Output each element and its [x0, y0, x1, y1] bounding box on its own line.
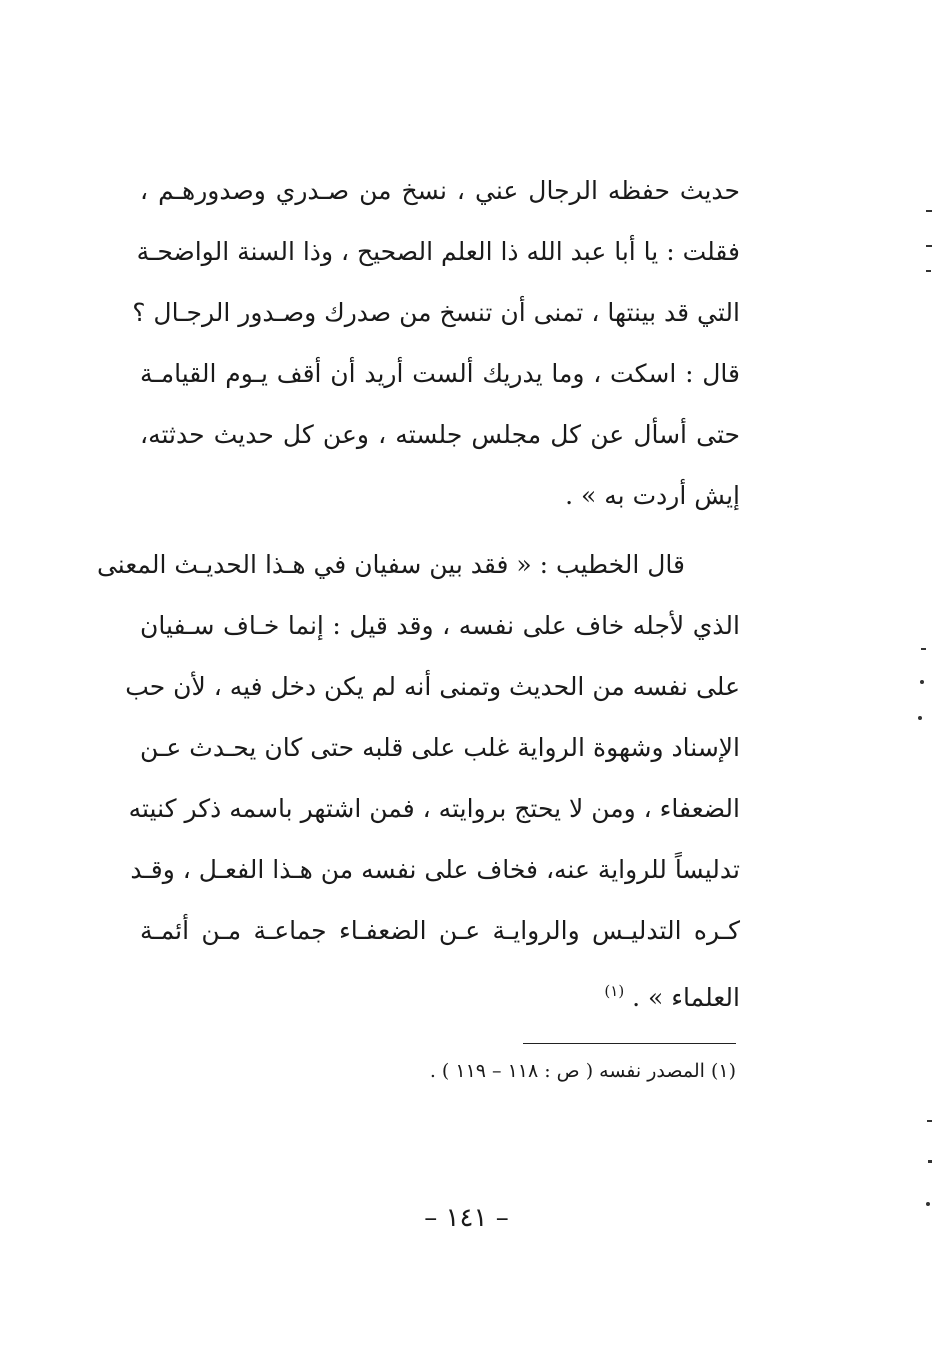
body-text: [96, 160, 740, 1022]
footnote: (١) المصدر نفسه ( ص : ١١٨ – ١١٩ ) .: [429, 1060, 736, 1082]
text-line-2: فقلت : يا أبا عبد الله ذا العلم الصحيح ، وذا السنة الواضحـة: [136, 237, 740, 266]
text-line-12: تدليساً للرواية عنه، فخاف على نفسه من هـذا الفعـل ، وقـد: [130, 855, 740, 884]
text-line-4: قال : اسكت ، وما يدريك ألست أريد أن أقف يـوم القيامـة: [140, 359, 740, 388]
scan-mark: [918, 716, 922, 720]
text-line-7: قال الخطيب : « فقد بين سفيان في هـذا الحديـث المعنى: [96, 550, 685, 579]
text-line-13: كـره التدليـس والروايـة عـن الضعفـاء جماعـة مـن أئمـة: [140, 916, 740, 945]
text-line-6: إيش أردت به » .: [565, 481, 740, 510]
scan-mark: [926, 245, 932, 247]
text-line-10: الإسناد وشهوة الرواية غلب على قلبه حتى كان يحـدث عـن: [140, 733, 740, 762]
page-number: – ١٤١ –: [424, 1203, 509, 1233]
text-line-14: [140, 961, 740, 1022]
text-line-1: حديث حفظه الرجال عني ، نسخ من صـدري وصدورهـم ،: [140, 176, 740, 205]
scan-mark: [926, 1202, 930, 1206]
text-line-11: الضعفاء ، ومن لا يحتج بروايته ، فمن اشتهر باسمه ذكر كنيته: [128, 794, 740, 823]
text-line-9: على نفسه من الحديث وتمنى أنه لم يكن دخل فيه ، لأن حب: [125, 672, 740, 701]
footnote-divider: [523, 1043, 736, 1044]
scan-mark: [928, 1160, 932, 1163]
text-line-5: حتى أسأل عن كل مجلس جلسته ، وعن كل حديث حدثته،: [140, 420, 740, 449]
footnote-reference: (١): [604, 982, 625, 1000]
text-line-14-content: العلماء » .: [632, 983, 740, 1012]
scan-mark: [926, 210, 932, 212]
scan-mark: [920, 680, 924, 684]
scan-mark: [927, 1120, 932, 1122]
scan-mark: [921, 648, 926, 650]
text-line-3: التي قد بينتها ، تمنى أن تنسخ من صدرك وصـدور الرجـال ؟: [132, 298, 740, 327]
text-line-8: الذي لأجله خاف على نفسه ، وقد قيل : إنما خـاف سـفيان: [140, 611, 740, 640]
scan-mark: [926, 270, 931, 272]
